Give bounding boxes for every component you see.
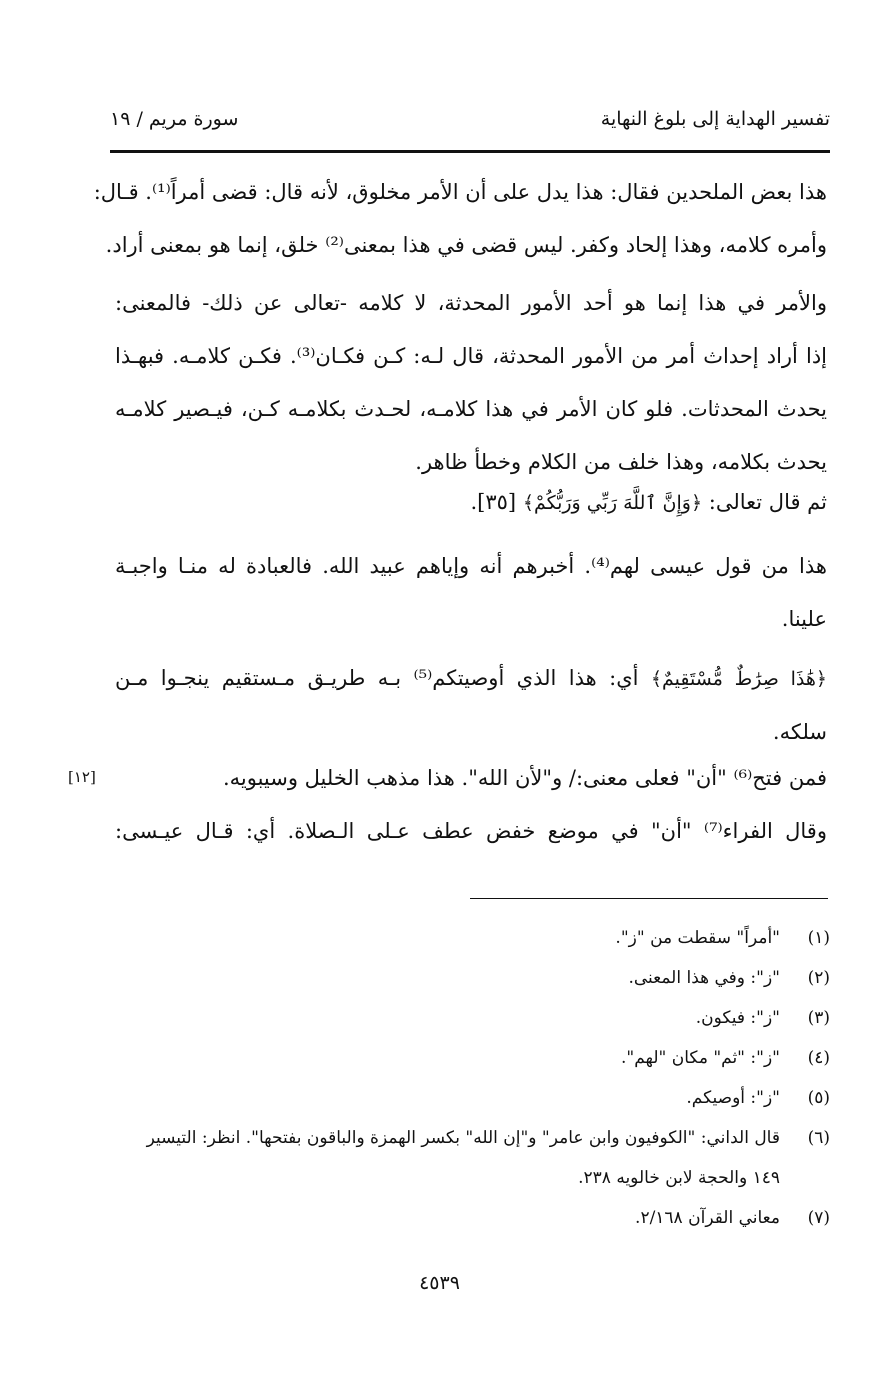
footnote (112, 1078, 830, 1118)
footnote-text: "ز": "ثم" مكان "لهم". (620, 1048, 780, 1068)
text-line: يحدث بكلامه، وهذا خلف من الكلام وخطأ ظاهر. (415, 450, 827, 474)
text-line (115, 652, 827, 706)
footnote (112, 918, 830, 958)
header-rule (110, 150, 830, 153)
paragraph-2 (115, 277, 827, 489)
footnote-text: "ز": فيكون. (695, 1008, 780, 1028)
quran-verse: ﴿هَٰذَا صِرَٰطٌ مُّسْتَقِيمٌ﴾ (650, 668, 828, 690)
text-line: يحدث المحدثات. فلو كان الأمر في هذا كلامـه، لحـدث بكلامـه كـن، فيـصير كلامـه (115, 397, 827, 421)
page-number: ٤٥٣٩ (419, 1272, 460, 1294)
footnote-number: (٢) (807, 968, 830, 988)
paragraph-1 (93, 166, 827, 272)
verse-reference: [٣٥]. (470, 490, 517, 514)
footnote-number: (٦) (807, 1128, 830, 1148)
footnotes (112, 918, 830, 1238)
text-rest: أي: هذا الذي أوصيتكم⁽⁵⁾ بـه طريـق مـستقيم ينجـوا مـن (115, 666, 639, 690)
paragraph-5 (115, 652, 827, 759)
footnote (112, 958, 830, 998)
paragraph-6 (115, 752, 827, 805)
page-header (110, 108, 830, 144)
text-line: هذا من قول عيسى لهم⁽⁴⁾. أخبرهم أنه وإياهم عبيد الله. فالعبادة له منـا واجبـة (115, 554, 827, 578)
book-title: تفسير الهداية إلى بلوغ النهاية (600, 108, 830, 130)
text-line: وقال الفراء⁽⁷⁾ "أن" في موضع خفض عطف عـلى الـصلاة. أي: قـال عيـسى: (115, 819, 827, 843)
footnote-text: "أمراً" سقطت من "ز". (615, 928, 780, 948)
footnote-text: "ز": أوصيكم. (686, 1088, 780, 1108)
text-line (115, 476, 827, 530)
footnote-number: (٥) (807, 1088, 830, 1108)
footnote (112, 998, 830, 1038)
text-line: وأمره كلامه، وهذا إلحاد وكفر. ليس قضى في هذا بمعنى⁽²⁾ خلق، إنما هو بمعنى أراد. (105, 233, 827, 257)
footnote-number: (١) (807, 928, 830, 948)
paragraph-3 (115, 476, 827, 530)
footnote-text: قال الداني: "الكوفيون وابن عامر" و"إن الله" بكسر الهمزة والباقون بفتحها". انظر: التيسير (146, 1128, 780, 1148)
footnote-text: "ز": وفي هذا المعنى. (628, 968, 780, 988)
text-line: فمن فتح⁽⁶⁾ "أن" فعلى معنى:/ و"لأن الله". هذا مذهب الخليل وسيبويه. (222, 766, 827, 790)
text-line: والأمر في هذا إنما هو أحد الأمور المحدثة، لا كلامه -تعالى عن ذلك- فالمعنى: (115, 291, 827, 315)
footnote-number: (٤) (807, 1048, 830, 1068)
paragraph-4 (115, 540, 827, 646)
footnote (112, 1198, 830, 1238)
footnote-number: (٣) (807, 1008, 830, 1028)
text-line: علينا. (781, 607, 827, 631)
footnote (112, 1038, 830, 1078)
text-line: إذا أراد إحداث أمر من الأمور المحدثة، قال لـه: كـن فكـان⁽³⁾. فكـن كلامـه. فبهـذا (115, 344, 828, 368)
footnote (112, 1118, 830, 1198)
footnote-text: معاني القرآن ٢/١٦٨. (635, 1208, 780, 1228)
footnote-number: (٧) (807, 1208, 830, 1228)
text-line: هذا بعض الملحدين فقال: هذا يدل على أن الأمر مخلوق، لأنه قال: قضى أمراً⁽¹⁾. قـال: (93, 180, 827, 204)
footnote-rule (470, 898, 828, 899)
footnote-text: ١٤٩ والحجة لابن خالويه ٢٣٨. (578, 1168, 780, 1188)
manuscript-folio-ref: [١٢] (68, 768, 96, 786)
quran-verse: ﴿وَإِنَّ ٱللَّهَ رَبِّي وَرَبُّكُمْ﴾ (522, 492, 703, 514)
text-prefix: ثم قال تعالى: (708, 490, 827, 514)
text-line: سلكه. (772, 720, 827, 744)
paragraph-7 (115, 805, 827, 858)
surah-label: سورة مريم / ١٩ (110, 108, 239, 130)
